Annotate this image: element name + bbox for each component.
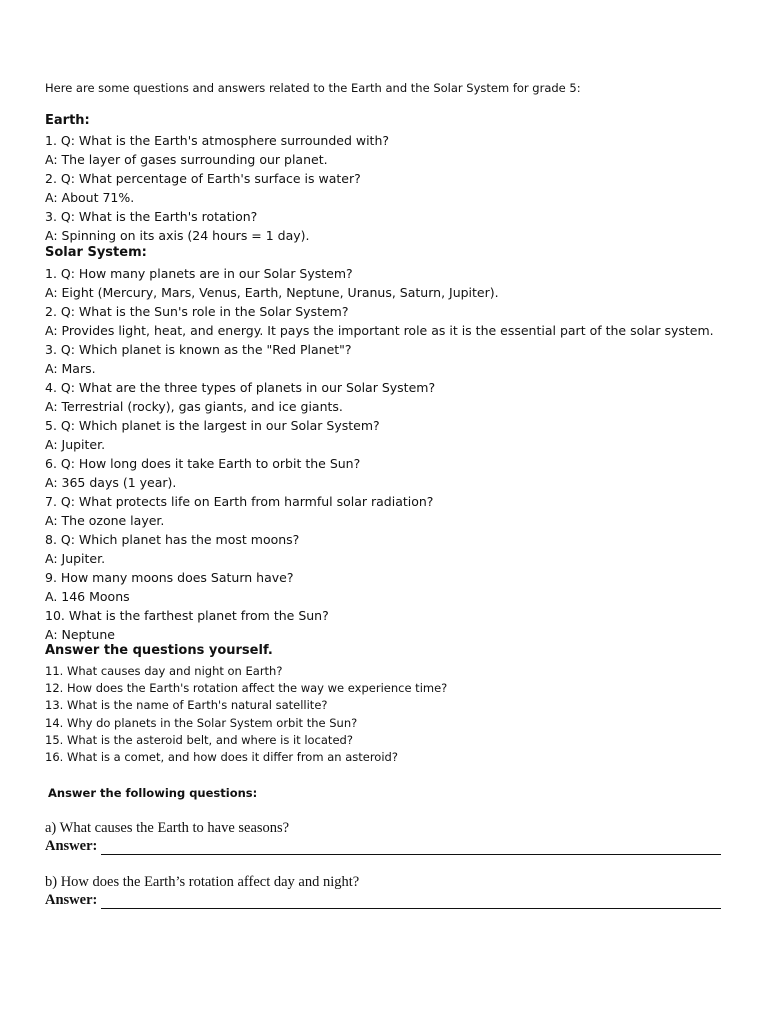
earth-line: A: About 71%. [45,190,135,205]
earth-line: 2. Q: What percentage of Earth's surface is water? [45,171,361,186]
solar-line: A: Neptune [45,627,115,642]
practice-heading: Answer the questions yourself. [45,643,273,658]
answer-blank-line[interactable] [101,840,721,855]
earth-line: A: The layer of gases surrounding our planet. [45,152,328,167]
solar-line: 5. Q: Which planet is the largest in our Solar System? [45,418,380,433]
earth-heading: Earth: [45,113,90,128]
answer-label: Answer: [45,892,98,908]
answer-b-row[interactable] [45,892,721,909]
solar-line: A: Jupiter. [45,551,106,566]
solar-line: A: The ozone layer. [45,513,165,528]
solar-line: A: Terrestrial (rocky), gas giants, and ice giants. [45,399,343,414]
answer-a-row[interactable] [45,838,721,855]
solar-line: A: Jupiter. [45,437,106,452]
practice-question: 15. What is the asteroid belt, and where is it located? [45,733,353,747]
solar-line: A: Mars. [45,361,96,376]
question-b: b) How does the Earth’s rotation affect day and night? [45,874,360,890]
solar-line: 9. How many moons does Saturn have? [45,570,294,585]
intro-text: Here are some questions and answers related to the Earth and the Solar System for grade 5: [45,81,581,95]
earth-line: 1. Q: What is the Earth's atmosphere surrounded with? [45,133,390,148]
practice-question: 13. What is the name of Earth's natural satellite? [45,698,328,712]
question-a: a) What causes the Earth to have seasons? [45,820,290,836]
solar-line: A: Eight (Mercury, Mars, Venus, Earth, Neptune, Uranus, Saturn, Jupiter). [45,285,499,300]
solar-line: 4. Q: What are the three types of planets in our Solar System? [45,380,436,395]
solar-line: A. 146 Moons [45,589,130,604]
earth-line: 3. Q: What is the Earth's rotation? [45,209,258,224]
solar-line: 6. Q: How long does it take Earth to orbit the Sun? [45,456,361,471]
answer-blank-line[interactable] [101,894,721,909]
practice-question: 12. How does the Earth's rotation affect the way we experience time? [45,681,448,695]
solar-line: A: Provides light, heat, and energy. It pays the important role as it is the essential part of the solar system. [45,323,714,338]
solar-line: 10. What is the farthest planet from the Sun? [45,608,329,623]
solar-system-heading: Solar System: [45,245,147,260]
practice-question: 16. What is a comet, and how does it differ from an asteroid? [45,750,398,764]
answer-label: Answer: [45,838,98,854]
practice-question: 11. What causes day and night on Earth? [45,664,283,678]
practice-question: 14. Why do planets in the Solar System orbit the Sun? [45,716,358,730]
solar-line: 2. Q: What is the Sun's role in the Solar System? [45,304,349,319]
solar-line: A: 365 days (1 year). [45,475,177,490]
solar-line: 1. Q: How many planets are in our Solar System? [45,266,353,281]
solar-line: 7. Q: What protects life on Earth from harmful solar radiation? [45,494,434,509]
earth-line: A: Spinning on its axis (24 hours = 1 day). [45,228,310,243]
following-heading: Answer the following questions: [48,786,258,800]
solar-line: 8. Q: Which planet has the most moons? [45,532,300,547]
solar-line: 3. Q: Which planet is known as the "Red Planet"? [45,342,352,357]
